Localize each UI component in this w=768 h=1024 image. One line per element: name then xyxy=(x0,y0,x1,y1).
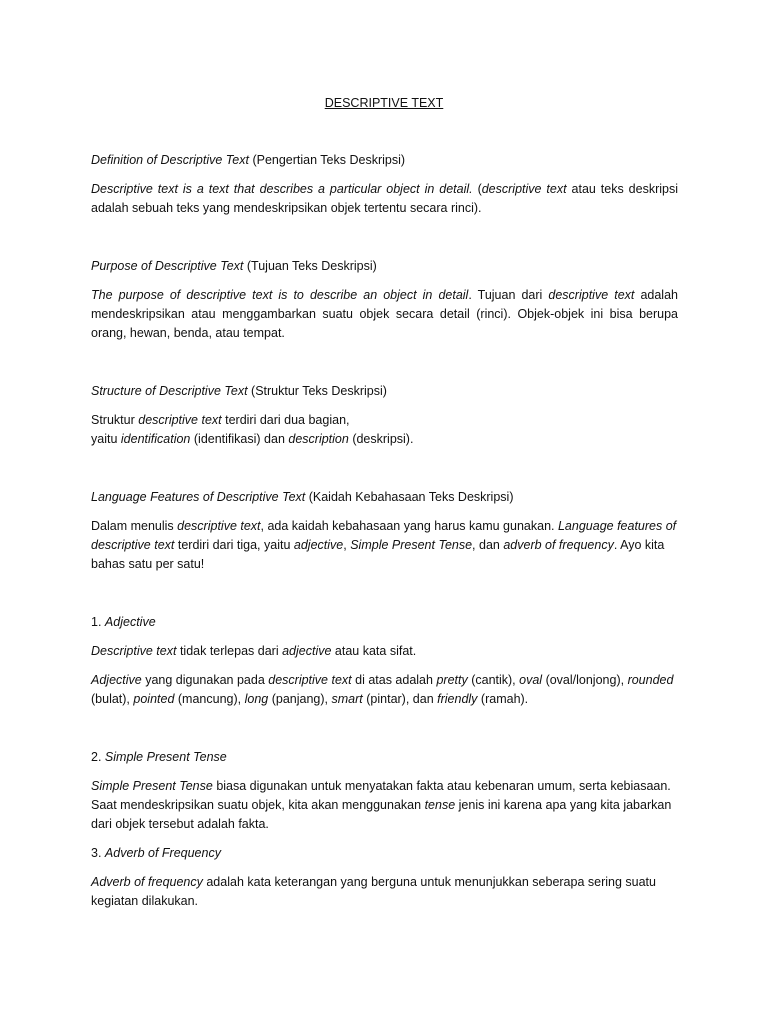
adverb-num: 3. xyxy=(91,846,102,860)
document-title: DESCRIPTIVE TEXT xyxy=(324,96,444,110)
present-p-a: biasa digunakan untuk menyatakan fakta atau kebenaran umum, serta kebiasaan. Saat mendeskripsikan suatu objek, kita akan menggunakan xyxy=(91,779,671,812)
language-p-em1: descriptive text xyxy=(177,519,261,533)
adjective-p2-f: (mancung), xyxy=(177,692,242,706)
structure-l1-em: descriptive text xyxy=(138,413,222,427)
language-p-c: terdiri dari tiga, yaitu xyxy=(177,538,291,552)
structure-l2-em2: description xyxy=(288,432,349,446)
definition-paragraph xyxy=(91,180,678,218)
definition-p1-em: Descriptive text is a text that describes a particular object in detail. xyxy=(91,182,473,196)
structure-l2-c: (deskripsi). xyxy=(352,432,414,446)
adjective-p2-em7: long xyxy=(244,692,269,706)
adjective-p2-d: (oval/lonjong), xyxy=(545,673,625,687)
purpose-heading xyxy=(91,257,678,276)
adjective-p2-h: (pintar), dan xyxy=(366,692,434,706)
definition-p1-b: atau teks deskripsi adalah sebuah teks yang mendeskripsikan objek tertentu secara rinci). xyxy=(91,182,678,215)
purpose-heading-rest: (Tujuan Teks Deskripsi) xyxy=(246,259,377,273)
adjective-paragraph-1 xyxy=(91,642,678,661)
language-heading-rest: (Kaidah Kebahasaan Teks Deskripsi) xyxy=(308,490,514,504)
present-p-b: jenis ini karena apa yang kita jabarkan dari objek tersebut adalah fakta. xyxy=(91,798,672,831)
adverb-p-a: adalah kata keterangan yang berguna untuk menunjukkan seberapa sering suatu kegiatan dilakukan. xyxy=(91,875,656,908)
definition-p1-a: ( xyxy=(477,182,482,196)
structure-heading-rest: (Struktur Teks Deskripsi) xyxy=(251,384,387,398)
adjective-p2-g: (panjang), xyxy=(271,692,329,706)
language-paragraph xyxy=(91,517,678,574)
adjective-num: 1. xyxy=(91,615,102,629)
adverb-heading xyxy=(91,844,678,863)
adverb-p-em1: Adverb of frequency xyxy=(91,875,203,889)
structure-heading-em: Structure of Descriptive Text xyxy=(91,384,248,398)
language-p-a: Dalam menulis xyxy=(91,519,174,533)
language-p-f: . Ayo kita bahas satu per satu! xyxy=(91,538,665,571)
adjective-p2-em3: pretty xyxy=(436,673,468,687)
structure-l2-a: yaitu xyxy=(91,432,118,446)
language-heading xyxy=(91,488,678,507)
present-p-em2: tense xyxy=(424,798,456,812)
present-heading-em: Simple Present Tense xyxy=(104,750,227,764)
present-num: 2. xyxy=(91,750,102,764)
adjective-p2-i: (ramah). xyxy=(480,692,529,706)
structure-l2-b: (identifikasi) dan xyxy=(193,432,285,446)
structure-l1-a: Struktur xyxy=(91,413,135,427)
purpose-heading-em: Purpose of Descriptive Text xyxy=(91,259,244,273)
adjective-p2-em8: smart xyxy=(331,692,363,706)
adjective-p2-c: (cantik), xyxy=(471,673,516,687)
adjective-heading-em: Adjective xyxy=(104,615,156,629)
structure-heading xyxy=(91,382,678,401)
adjective-p2-a: yang digunakan pada xyxy=(145,673,265,687)
purpose-p1-b: adalah mendeskripsikan atau menggambarkan suatu objek secara detail (rinci). Objek-objek ini bisa berupa orang, hewan, benda, atau tempat. xyxy=(91,288,678,340)
language-p-em2: Language features of descriptive text xyxy=(91,519,677,552)
adjective-p2-b: di atas adalah xyxy=(355,673,433,687)
language-heading-em: Language Features of Descriptive Text xyxy=(91,490,306,504)
present-p-em1: Simple Present Tense xyxy=(91,779,213,793)
structure-l2-em: identification xyxy=(120,432,191,446)
language-p-e: , dan xyxy=(472,538,500,552)
structure-paragraph xyxy=(91,411,678,449)
adverb-paragraph xyxy=(91,873,678,911)
present-paragraph xyxy=(91,777,678,834)
language-p-em3: adjective xyxy=(293,538,344,552)
adjective-p1-em2: adjective xyxy=(282,644,332,658)
language-p-em4: Simple Present Tense xyxy=(350,538,473,552)
definition-heading-em: Definition of Descriptive Text xyxy=(91,153,249,167)
adjective-p2-e: (bulat), xyxy=(91,692,130,706)
adjective-heading xyxy=(91,613,678,632)
adjective-p1-em: Descriptive text xyxy=(91,644,177,658)
language-p-b: , ada kaidah kebahasaan yang harus kamu gunakan. xyxy=(260,519,555,533)
language-p-d: , xyxy=(343,538,347,552)
adverb-heading-em: Adverb of Frequency xyxy=(104,846,221,860)
structure-l1-b: terdiri dari dua bagian, xyxy=(225,413,350,427)
adjective-p1-b: atau kata sifat. xyxy=(334,644,417,658)
definition-heading-rest: (Pengertian Teks Deskripsi) xyxy=(252,153,406,167)
adjective-p2-em1: Adjective xyxy=(91,673,142,687)
definition-p1-em2: descriptive text xyxy=(481,182,567,196)
purpose-p1-a: . Tujuan dari xyxy=(468,288,543,302)
adjective-p2-em6: pointed xyxy=(133,692,175,706)
adjective-paragraph-2 xyxy=(91,671,678,709)
present-heading xyxy=(91,748,678,767)
purpose-p1-em: The purpose of descriptive text is to describe an object in detail xyxy=(91,288,469,302)
adjective-p2-em4: oval xyxy=(519,673,543,687)
adjective-p2-em9: friendly xyxy=(437,692,478,706)
purpose-paragraph xyxy=(91,286,678,343)
adjective-p1-a: tidak terlepas dari xyxy=(179,644,279,658)
language-p-em5: adverb of frequency xyxy=(503,538,614,552)
adjective-p2-em5: rounded xyxy=(627,673,674,687)
purpose-p1-em2: descriptive text xyxy=(548,288,635,302)
definition-heading xyxy=(91,151,678,170)
adjective-p2-em2: descriptive text xyxy=(268,673,352,687)
